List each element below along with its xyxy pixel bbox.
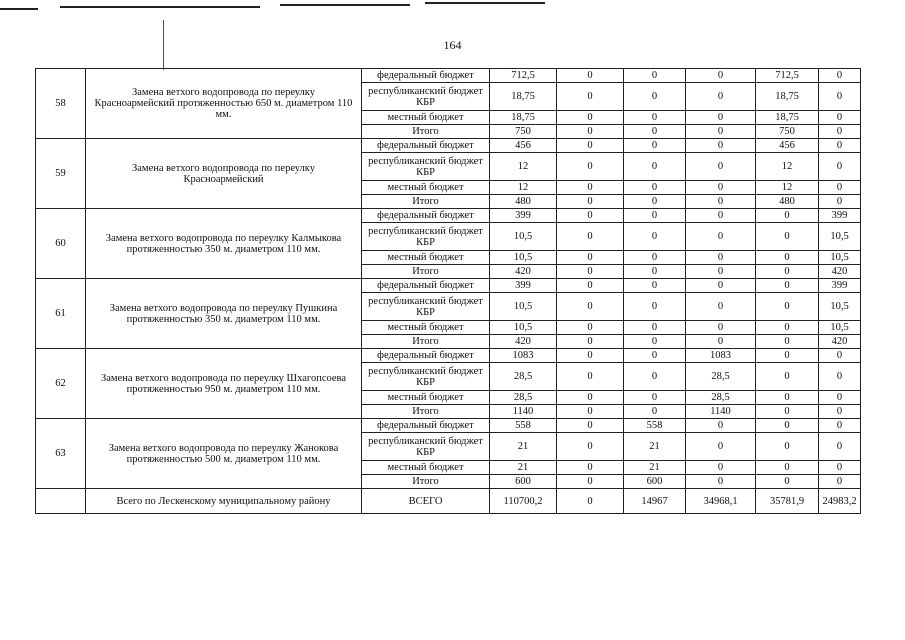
amount-cell: 0 [624,111,686,125]
amount-cell: 0 [624,251,686,265]
funding-source: республиканский бюджет КБР [362,293,490,321]
total-number-cell [36,489,86,514]
amount-cell: 0 [819,405,861,419]
funding-source: Итого [362,265,490,279]
amount-cell: 10,5 [819,293,861,321]
amount-cell: 0 [756,321,819,335]
amount-cell: 0 [819,391,861,405]
table-row [36,279,861,293]
project-name: Замена ветхого водопровода по переулку Калмыкова протяженностью 350 м. диаметром 110 мм. [86,209,362,279]
amount-cell: 420 [819,335,861,349]
funding-source: федеральный бюджет [362,279,490,293]
amount-cell: 0 [624,83,686,111]
table-row [36,419,861,433]
amount-cell: 28,5 [686,363,756,391]
project-number: 59 [36,139,86,209]
total-amount-cell: 34968,1 [686,489,756,514]
amount-cell: 18,75 [490,111,557,125]
total-amount-cell: 14967 [624,489,686,514]
amount-cell: 0 [624,279,686,293]
amount-cell: 0 [557,265,624,279]
total-source: ВСЕГО [362,489,490,514]
amount-cell: 0 [819,419,861,433]
amount-cell: 0 [686,209,756,223]
amount-cell: 600 [490,475,557,489]
amount-cell: 0 [756,363,819,391]
amount-cell: 0 [756,433,819,461]
amount-cell: 0 [557,83,624,111]
amount-cell: 0 [557,251,624,265]
amount-cell: 0 [819,181,861,195]
amount-cell: 0 [624,139,686,153]
amount-cell: 10,5 [490,321,557,335]
amount-cell: 0 [557,475,624,489]
total-row [36,489,861,514]
amount-cell: 0 [686,321,756,335]
amount-cell: 28,5 [490,391,557,405]
amount-cell: 0 [756,475,819,489]
funding-source: местный бюджет [362,181,490,195]
total-amount-cell: 24983,2 [819,489,861,514]
amount-cell: 750 [490,125,557,139]
amount-cell: 0 [686,419,756,433]
amount-cell: 0 [819,363,861,391]
amount-cell: 0 [557,279,624,293]
funding-source: федеральный бюджет [362,349,490,363]
scan-mark-top [425,2,545,4]
amount-cell: 0 [686,461,756,475]
amount-cell: 0 [686,223,756,251]
amount-cell: 0 [686,111,756,125]
amount-cell: 21 [490,433,557,461]
funding-source: республиканский бюджет КБР [362,363,490,391]
amount-cell: 0 [624,293,686,321]
amount-cell: 0 [819,461,861,475]
project-name: Замена ветхого водопровода по переулку Красноармейский протяженностью 650 м. диаметром 110 мм. [86,69,362,139]
funding-source: Итого [362,335,490,349]
scan-mark-top-left [0,8,38,10]
page-number: 164 [443,38,462,52]
funding-source: республиканский бюджет КБР [362,433,490,461]
funding-source: Итого [362,195,490,209]
amount-cell: 399 [819,279,861,293]
amount-cell: 0 [557,419,624,433]
amount-cell: 1083 [686,349,756,363]
amount-cell: 0 [686,181,756,195]
amount-cell: 0 [756,461,819,475]
funding-source: местный бюджет [362,461,490,475]
amount-cell: 10,5 [490,293,557,321]
amount-cell: 0 [819,83,861,111]
amount-cell: 0 [819,69,861,83]
amount-cell: 0 [819,153,861,181]
amount-cell: 0 [756,209,819,223]
amount-cell: 0 [756,251,819,265]
amount-cell: 0 [756,349,819,363]
amount-cell: 0 [686,125,756,139]
amount-cell: 0 [624,321,686,335]
amount-cell: 0 [557,181,624,195]
amount-cell: 0 [624,265,686,279]
table-row [36,69,861,83]
amount-cell: 750 [756,125,819,139]
amount-cell: 558 [490,419,557,433]
amount-cell: 0 [819,111,861,125]
amount-cell: 0 [756,405,819,419]
amount-cell: 0 [624,181,686,195]
amount-cell: 0 [819,125,861,139]
funding-source: федеральный бюджет [362,139,490,153]
amount-cell: 0 [557,69,624,83]
amount-cell: 0 [557,195,624,209]
amount-cell: 0 [624,223,686,251]
amount-cell: 0 [686,293,756,321]
amount-cell: 0 [756,279,819,293]
scan-mark-top [280,4,410,6]
funding-source: Итого [362,475,490,489]
amount-cell: 399 [490,209,557,223]
table-row [36,349,861,363]
amount-cell: 0 [557,153,624,181]
funding-source: местный бюджет [362,251,490,265]
project-number: 58 [36,69,86,139]
total-label: Всего по Лескенскому муниципальному району [86,489,362,514]
amount-cell: 1140 [686,405,756,419]
amount-cell: 0 [686,153,756,181]
amount-cell: 0 [557,111,624,125]
amount-cell: 0 [686,433,756,461]
table-row [36,139,861,153]
amount-cell: 0 [819,139,861,153]
scan-mark-top [60,6,260,8]
amount-cell: 480 [490,195,557,209]
amount-cell: 0 [557,391,624,405]
amount-cell: 0 [686,475,756,489]
funding-source: республиканский бюджет КБР [362,153,490,181]
amount-cell: 0 [624,363,686,391]
amount-cell: 0 [686,335,756,349]
amount-cell: 0 [756,223,819,251]
funding-source: местный бюджет [362,321,490,335]
amount-cell: 21 [490,461,557,475]
funding-source: Итого [362,125,490,139]
amount-cell: 10,5 [819,223,861,251]
amount-cell: 0 [686,195,756,209]
funding-source: республиканский бюджет КБР [362,83,490,111]
amount-cell: 1083 [490,349,557,363]
amount-cell: 0 [686,251,756,265]
amount-cell: 456 [756,139,819,153]
amount-cell: 0 [756,391,819,405]
amount-cell: 0 [624,335,686,349]
amount-cell: 0 [557,461,624,475]
amount-cell: 10,5 [819,251,861,265]
project-number: 63 [36,419,86,489]
amount-cell: 0 [624,153,686,181]
amount-cell: 0 [557,335,624,349]
funding-source: федеральный бюджет [362,419,490,433]
amount-cell: 12 [756,181,819,195]
amount-cell: 0 [557,223,624,251]
amount-cell: 0 [624,195,686,209]
amount-cell: 0 [686,69,756,83]
amount-cell: 12 [756,153,819,181]
amount-cell: 18,75 [756,111,819,125]
amount-cell: 0 [557,125,624,139]
amount-cell: 420 [490,335,557,349]
amount-cell: 0 [624,209,686,223]
amount-cell: 0 [557,139,624,153]
total-amount-cell: 35781,9 [756,489,819,514]
amount-cell: 399 [819,209,861,223]
amount-cell: 0 [756,335,819,349]
amount-cell: 12 [490,153,557,181]
amount-cell: 21 [624,461,686,475]
amount-cell: 0 [557,321,624,335]
amount-cell: 0 [819,195,861,209]
project-number: 62 [36,349,86,419]
amount-cell: 420 [490,265,557,279]
amount-cell: 28,5 [490,363,557,391]
amount-cell: 0 [756,419,819,433]
amount-cell: 18,75 [490,83,557,111]
amount-cell: 0 [686,279,756,293]
amount-cell: 712,5 [756,69,819,83]
project-number: 61 [36,279,86,349]
amount-cell: 0 [624,69,686,83]
amount-cell: 0 [557,363,624,391]
amount-cell: 0 [686,83,756,111]
amount-cell: 18,75 [756,83,819,111]
amount-cell: 10,5 [819,321,861,335]
amount-cell: 0 [624,125,686,139]
amount-cell: 456 [490,139,557,153]
amount-cell: 712,5 [490,69,557,83]
amount-cell: 558 [624,419,686,433]
amount-cell: 0 [624,405,686,419]
funding-source: местный бюджет [362,111,490,125]
amount-cell: 28,5 [686,391,756,405]
funding-source: местный бюджет [362,391,490,405]
amount-cell: 420 [819,265,861,279]
funding-source: федеральный бюджет [362,209,490,223]
amount-cell: 0 [756,293,819,321]
amount-cell: 0 [557,209,624,223]
amount-cell: 21 [624,433,686,461]
amount-cell: 600 [624,475,686,489]
funding-source: федеральный бюджет [362,69,490,83]
total-amount-cell: 110700,2 [490,489,557,514]
project-name: Замена ветхого водопровода по переулку Шхагопсоева протяженностью 950 м. диаметром 110 мм. [86,349,362,419]
budget-table [35,68,861,514]
amount-cell: 0 [686,139,756,153]
total-amount-cell: 0 [557,489,624,514]
funding-source: республиканский бюджет КБР [362,223,490,251]
amount-cell: 0 [557,405,624,419]
amount-cell: 0 [686,265,756,279]
amount-cell: 0 [624,349,686,363]
amount-cell: 10,5 [490,251,557,265]
project-name: Замена ветхого водопровода по переулку Жанокова протяженностью 500 м. диаметром 110 мм. [86,419,362,489]
project-name: Замена ветхого водопровода по переулку Красноармейский [86,139,362,209]
funding-source: Итого [362,405,490,419]
amount-cell: 399 [490,279,557,293]
project-name: Замена ветхого водопровода по переулку Пушкина протяженностью 350 м. диаметром 110 мм. [86,279,362,349]
amount-cell: 0 [819,475,861,489]
amount-cell: 0 [624,391,686,405]
amount-cell: 0 [756,265,819,279]
amount-cell: 0 [819,433,861,461]
table-row [36,209,861,223]
amount-cell: 0 [557,349,624,363]
project-number: 60 [36,209,86,279]
amount-cell: 480 [756,195,819,209]
amount-cell: 12 [490,181,557,195]
amount-cell: 0 [557,293,624,321]
amount-cell: 0 [557,433,624,461]
amount-cell: 1140 [490,405,557,419]
amount-cell: 0 [819,349,861,363]
amount-cell: 10,5 [490,223,557,251]
